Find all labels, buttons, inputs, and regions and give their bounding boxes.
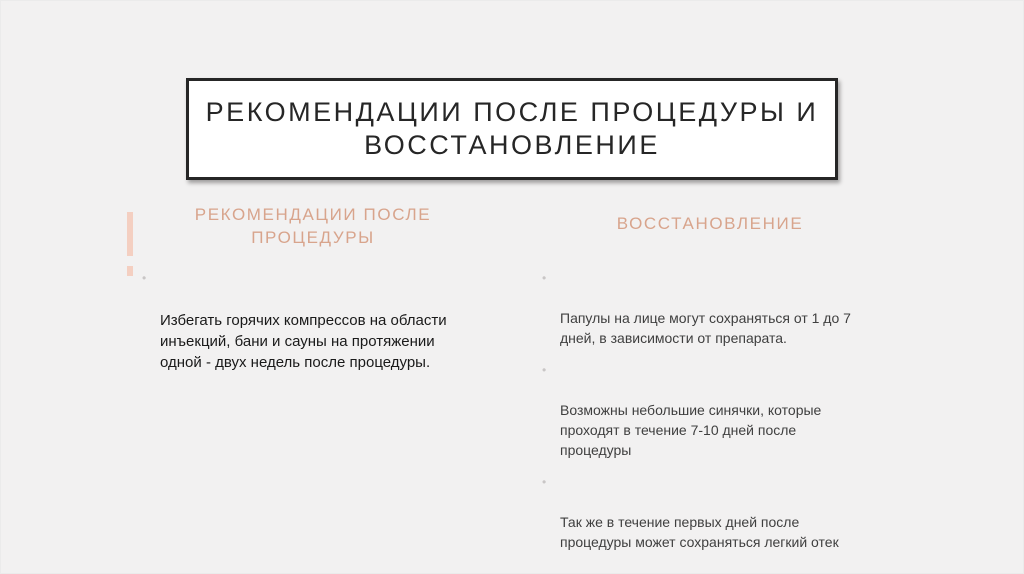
list-item-text: Так же в течение первых дней после процедуры может сохраняться легкий отек — [560, 514, 839, 550]
bullet-icon: • — [542, 271, 547, 285]
list-item — [540, 268, 880, 348]
accent-bar — [127, 212, 133, 256]
bullet-icon: • — [542, 475, 547, 489]
slide-title: РЕКОМЕНДАЦИИ ПОСЛЕ ПРОЦЕДУРЫ И ВОССТАНОВЛЕНИЕ — [205, 97, 819, 160]
right-column-heading: ВОССТАНОВЛЕНИЕ — [616, 214, 804, 233]
list-item-text: Возможны небольшие синячки, которые проходят в течение 7-10 дней после процедуры — [560, 402, 822, 458]
title-box — [186, 78, 838, 180]
list-item — [140, 268, 490, 373]
left-column-heading: РЕКОМЕНДАЦИИ ПОСЛЕ ПРОЦЕДУРЫ — [194, 205, 432, 247]
accent-dot — [127, 266, 133, 276]
list-item-text: Папулы на лице могут сохраняться от 1 до 7 дней, в зависимости от препарата. — [560, 310, 851, 346]
list-item — [540, 472, 880, 552]
left-bullet-list — [140, 268, 490, 385]
bullet-icon: • — [142, 271, 147, 285]
list-item-text: Избегать горячих компрессов на области инъекций, бани и сауны на протяжении одной - двух недель после процедуры. — [160, 312, 447, 371]
bullet-icon: • — [542, 363, 547, 377]
list-item — [540, 360, 880, 460]
right-bullet-list — [540, 268, 880, 564]
